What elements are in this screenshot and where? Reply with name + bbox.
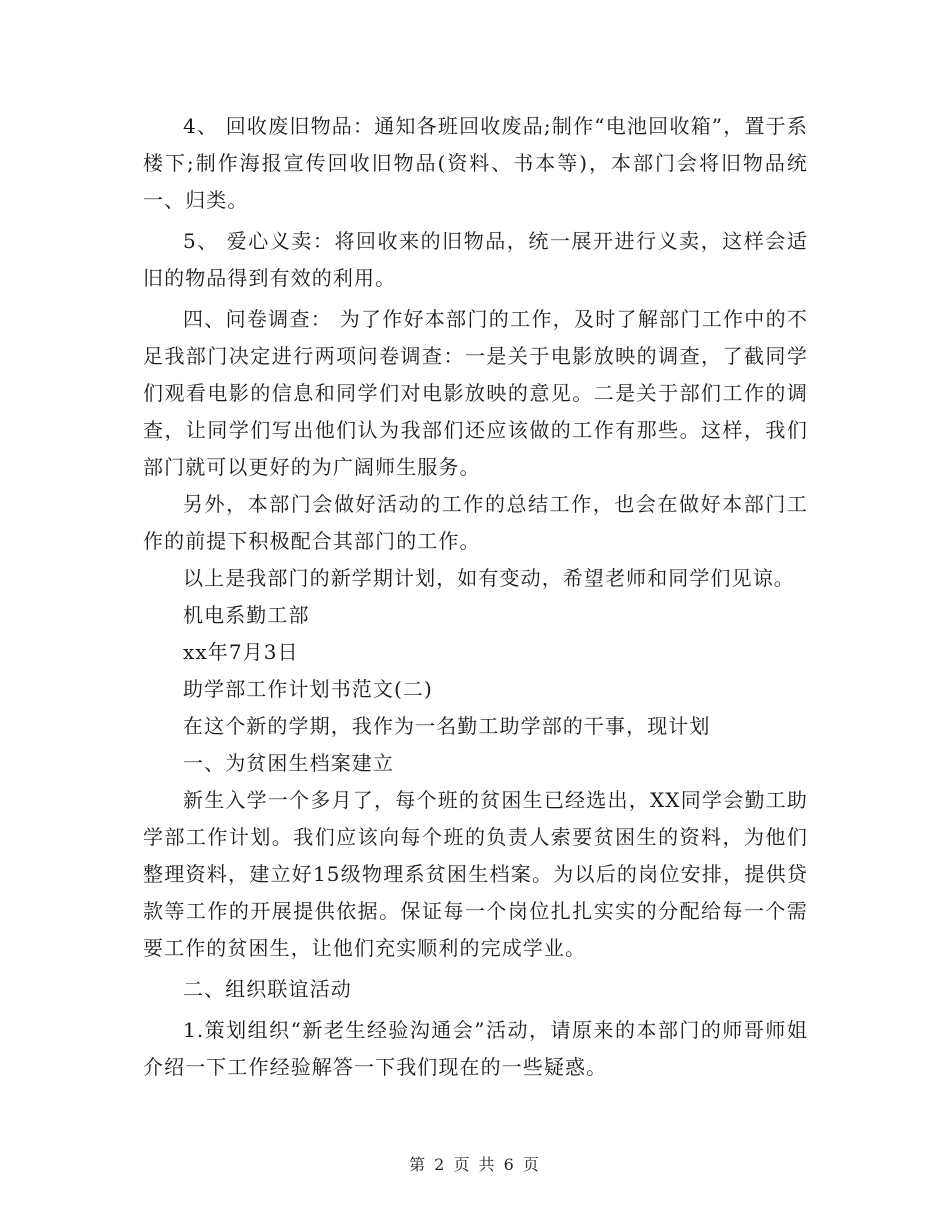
paragraph-experience-meeting: 1.策划组织“新老生经验沟通会”活动，请原来的本部门的师哥师姐介绍一下工作经验解答一下我们现在的一些疑惑。 [143, 1018, 808, 1079]
signature-department: 机电系勤工部 [183, 603, 310, 627]
paragraph-intro: 在这个新的学期，我作为一名勤工助学部的干事，现计划 [183, 714, 711, 738]
page-number-footer: 第 2 页 共 6 页 [409, 1155, 541, 1174]
paragraph-additional: 另外，本部门会做好活动的工作的总结工作，也会在做好本部门工作的前提下积极配合其部门的工作。 [143, 492, 808, 553]
paragraph-survey: 四、问卷调查： 为了作好本部门的工作，及时了解部门工作中的不足我部门决定进行两项问卷调查：一是关于电影放映的调查，了截同学们观看电影的信息和同学们对电影放映的意见。二是关于部们工作的调查，让同学们写出他们认为我部们还应该做的工作有那些。这样，我们部门就可以更好的为广阔师生服务。 [143, 307, 808, 479]
document-body [143, 108, 808, 1086]
section-title: 助学部工作计划书范文(二) [183, 677, 433, 701]
heading-archive: 一、为贫困生档案建立 [183, 751, 394, 775]
heading-social-activity: 二、组织联谊活动 [183, 977, 352, 1001]
signature-date: xx年7月3日 [183, 640, 299, 664]
paragraph-closing: 以上是我部门的新学期计划，如有变动，希望老师和同学们见谅。 [183, 566, 795, 590]
paragraph-recycle-items: 4、 回收废旧物品：通知各班回收废品;制作“电池回收箱”，置于系楼下;制作海报宣传回收旧物品(资料、书本等)，本部门会将旧物品统一、归类。 [143, 114, 808, 212]
paragraph-charity-sale: 5、 爱心义卖：将回收来的旧物品，统一展开进行义卖，这样会适旧的物品得到有效的利用。 [143, 229, 808, 290]
paragraph-archive: 新生入学一个多月了，每个班的贫困生已经选出，XX同学会勤工助学部工作计划。我们应该向每个班的负责人索要贫困生的资料，为他们整理资料，建立好15级物理系贫困生档案。为以后的岗位安排，提供贷款等工作的开展提供依据。保证每一个岗位扎扎实实的分配给每一个需要工作的贫困生，让他们充实顺利的完成学业。 [143, 788, 808, 960]
